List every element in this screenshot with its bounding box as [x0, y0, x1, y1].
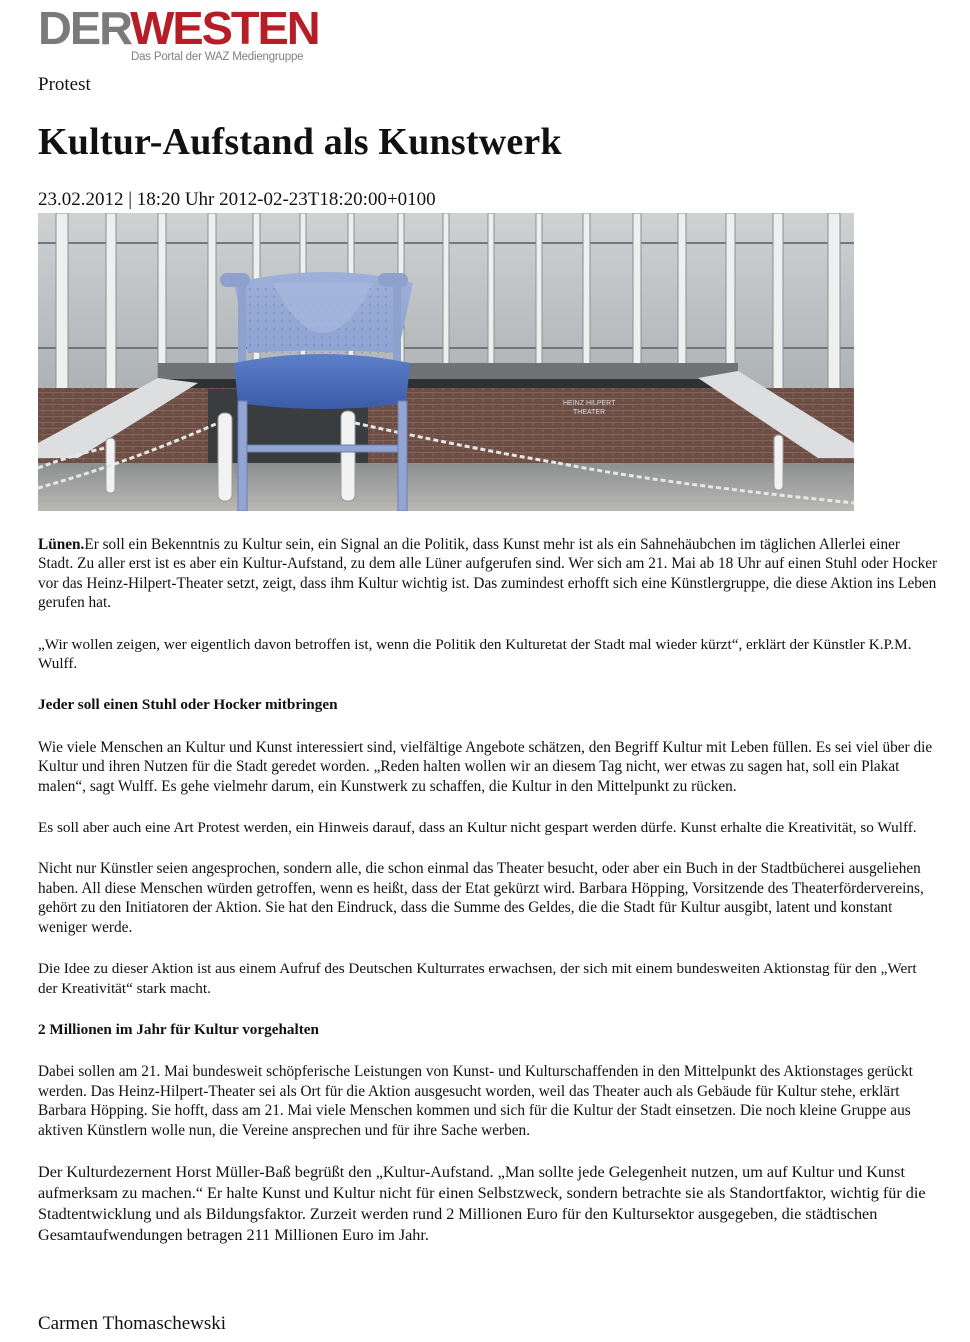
article-paragraph: Lünen.Er soll ein Bekenntnis zu Kultur sein, ein Signal an die Politik, dass Kunst mehr ist als ein Sahnehäubchen im täglichen Allerlei einer Stadt. Zu aller erst ist es aber ein Kultur-Aufstand, zu dem alle Lüner aufgerufen sind. Wer sich am 21. Mai ab 18 Uhr auf einen Stuhl oder Hocker vor das Heinz-Hilpert-Theater setzt, zeigt, dass ihm Kultur wichtig ist. Das zumindest erhofft sich eine Künstlergruppe, die diese Aktion ins Leben gerufen hat.	[38, 536, 938, 612]
svg-text:THEATER: THEATER	[573, 409, 606, 416]
article-body	[38, 535, 938, 1268]
article-paragraph: Dabei sollen am 21. Mai bundesweit schöpferische Leistungen von Kunst- und Kulturschaffenden in den Mittelpunkt des Aktionstages gerückt werden. Das Heinz-Hilpert-Theater sei als Ort für die Aktion ausgesucht worden, weil das Theater auch als Gebäude für Kultur stehe, erklärt Barbara Höpping. Sie hofft, dass am 21. Mai viele Menschen kommen und sich für die Kultur der Stadt einsetzen. Die noch kleine Gruppe aus aktiven Künstlern wolle nun, die Vereine ansprechen und für ihre Sache werben.	[38, 1063, 913, 1139]
article-author: Carmen Thomaschewski	[38, 1313, 227, 1334]
article-subheading: 2 Millionen im Jahr für Kultur vorgehalten	[38, 1020, 319, 1038]
article-subheading: Jeder soll einen Stuhl oder Hocker mitbringen	[38, 696, 338, 714]
article-kicker: Protest	[38, 74, 91, 95]
theater-sign: HEINZ HILPERT	[563, 400, 616, 407]
chair-theater-photo	[38, 213, 854, 511]
article-paragraph: Der Kulturdezernent Horst Müller-Baß begrüßt den „Kultur-Aufstand. „Man sollte jede Gelegenheit nutzen, um auf Kultur und Kunst aufmerksam zu machen.“ Er halte Kunst und Kultur nicht für einen Selbstzweck, sondern betrachte sie als Standortfaktor, wichtig für die Stadtentwicklung und als Bildungsfaktor. Zurzeit werden rund 2 Millionen Euro für den Kultursektor ausgegeben, die städtischen Gesamtaufwendungen betragen 211 Millionen Euro im Jahr.	[38, 1162, 926, 1244]
article-title: Kultur-Aufstand als Kunstwerk	[38, 121, 562, 163]
logo-der: DER	[38, 2, 131, 54]
article-photo	[38, 213, 854, 511]
logo-westen: WESTEN	[130, 2, 319, 54]
article-paragraph: „Wir wollen zeigen, wer eigentlich davon betroffen ist, wenn die Politik den Kulturetat der Stadt mal wieder kürzt“, erklärt der Künstler K.P.M. Wulff.	[38, 635, 912, 673]
logo-wordmark	[38, 4, 319, 52]
article-paragraph: Die Idee zu dieser Aktion ist aus einem Aufruf des Deutschen Kulturrates erwachsen, der sich mit einem bundesweiten Aktionstag für den „Wert der Kreativität“ stark macht.	[38, 960, 917, 997]
site-logo[interactable]	[38, 2, 319, 66]
article-dateline: 23.02.2012 | 18:20 Uhr 2012-02-23T18:20:00+0100	[38, 189, 436, 210]
logo-tagline: Das Portal der WAZ Mediengruppe	[131, 51, 304, 63]
dateline-location: Lünen.	[38, 536, 85, 553]
article-paragraph: Wie viele Menschen an Kultur und Kunst interessiert sind, vielfältige Angebote schätzen, den Begriff Kultur mit Leben füllen. Es sei viel über die Kultur und ihren Nutzen für die Stadt geredet worden. „Reden halten wollen wir an diesem Tag nicht, wer etwas zu sagen hat, soll ein Plakat malen“, sagt Wulff. Es gehe vielmehr darum, ein Kunstwerk zu schaffen, die Kultur in den Mittelpunkt zu rücken.	[38, 738, 933, 795]
article-paragraph: Nicht nur Künstler seien angesprochen, sondern alle, die schon einmal das Theater besucht, oder aber ein Buch in der Stadtbücherei ausgeliehen haben. All diese Menschen würden getroffen, wenn es heißt, dass der Etat gekürzt wird. Barbara Höpping, Vorsitzende des Theaterfördervereins, gehört zu den Initiatoren der Aktion. Sie hat den Eindruck, dass die Summe des Geldes, die die Stadt für Kultur ausgibt, latent und konstant weniger werde.	[38, 860, 924, 936]
article-paragraph: Es soll aber auch eine Art Protest werden, ein Hinweis darauf, dass an Kultur nicht gespart werden dürfe. Kunst erhalte die Kreativität, so Wulff.	[38, 819, 917, 837]
